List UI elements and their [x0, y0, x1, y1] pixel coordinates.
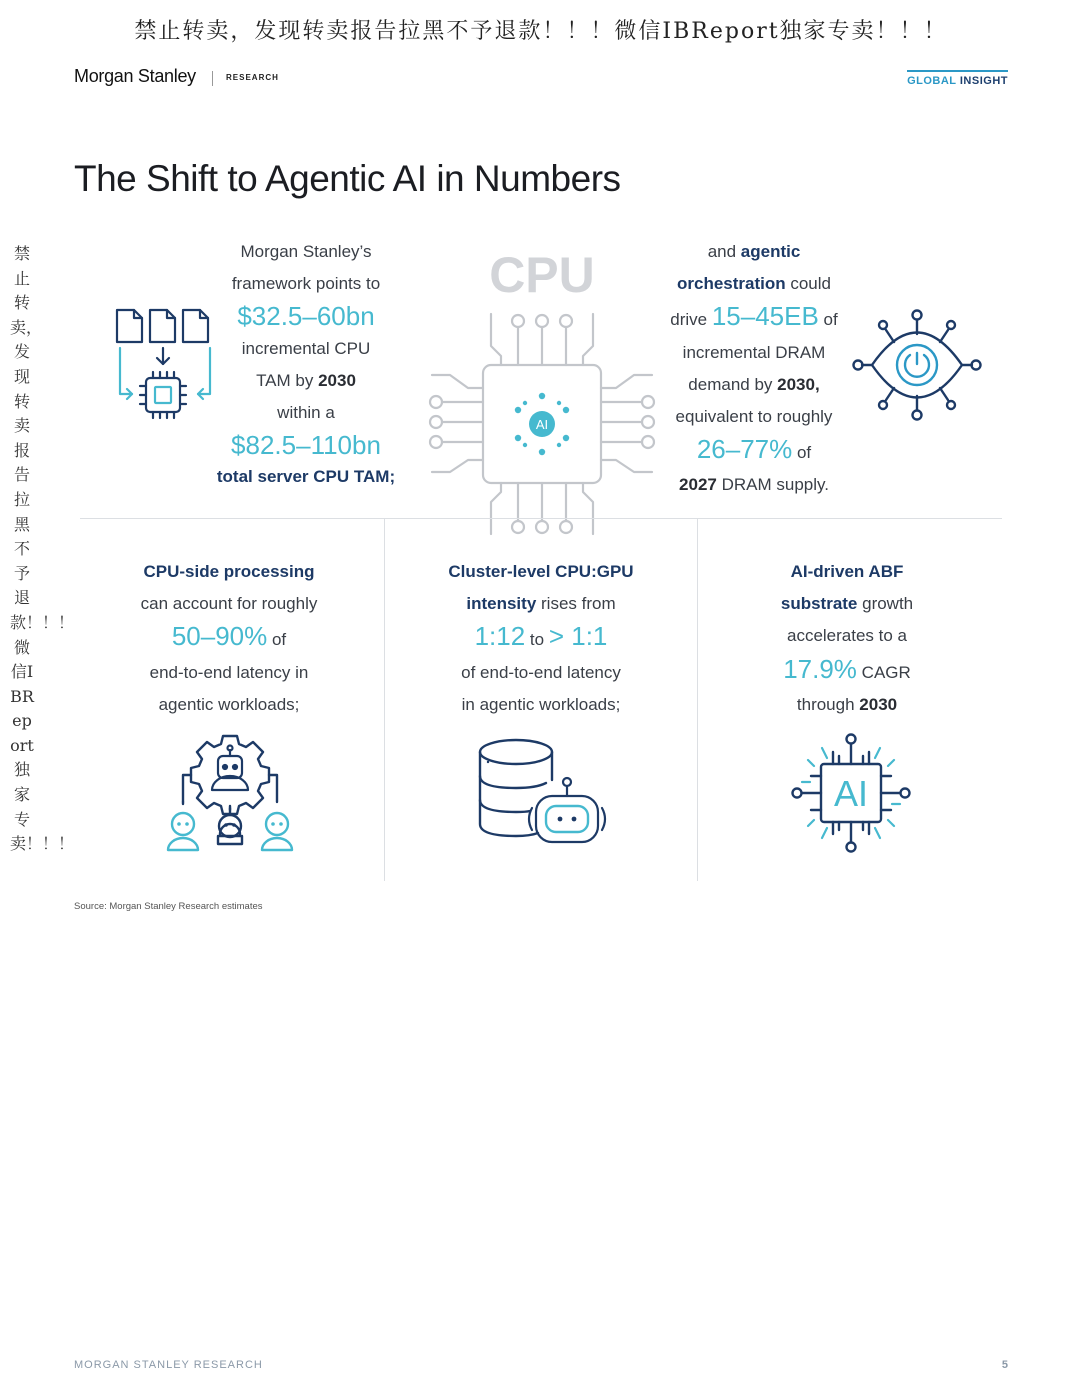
stat-line: incremental CPU [241, 338, 371, 358]
database-robot-icon [474, 736, 610, 848]
stat-line: Morgan Stanley’s [240, 242, 372, 261]
divider-horizontal [80, 518, 1002, 519]
stat-line: 50–90% of [171, 621, 287, 652]
watermark-top: 禁止转卖，发现转卖报告拉黑不予退款！！！微信IBReport独家专卖！！！ [134, 19, 948, 44]
stat-line: 26–77% of [696, 434, 812, 465]
stat-line: TAM by 2030 [256, 370, 356, 390]
logo-divider [212, 71, 213, 86]
source-note: Source: Morgan Stanley Research estimates [74, 901, 263, 912]
stat-line: incremental DRAM [682, 342, 826, 362]
stat-heading: Cluster-level CPU:GPU [448, 562, 634, 581]
series-label-bold: INSIGHT [959, 75, 1008, 87]
stat-cpu-gpu-ratio [386, 556, 696, 721]
stat-line: 2027 DRAM supply. [679, 475, 829, 495]
stat-line: agentic workloads; [158, 694, 300, 714]
cpu-label: CPU [489, 247, 595, 303]
stat-value-ratio-to: > 1:1 [548, 621, 608, 652]
stat-value-dram: 15–45EB [711, 301, 819, 332]
stat-line: intensity rises from [466, 594, 616, 614]
stat-value-ratio-from: 1:12 [474, 621, 526, 652]
stat-line: of end-to-end latency [461, 662, 621, 682]
stat-value-cagr: 17.9% [783, 653, 857, 684]
page-number: 5 [1001, 1359, 1008, 1371]
stat-line: demand by 2030, [688, 374, 820, 394]
stat-line: can account for roughly [140, 594, 318, 614]
cpu-chip-graphic [426, 244, 658, 536]
stat-line: framework points to [231, 274, 381, 294]
stat-line: substrate growth [780, 594, 914, 614]
stat-line: total server CPU TAM; [216, 467, 396, 487]
footer-label: MORGAN STANLEY RESEARCH [74, 1359, 263, 1371]
watermark-side: 禁止转卖，发现转卖报告拉黑不予退款！！！微信IBReport独家专卖！！！ [10, 244, 75, 854]
stat-line: within a [277, 403, 335, 423]
ai-chip-icon [786, 730, 916, 856]
stat-line: 17.9% CAGR [783, 653, 911, 684]
stat-value-cpu-tam: $32.5–60bn [237, 301, 375, 332]
logo: Morgan Stanley [74, 66, 196, 86]
stat-value-latency: 50–90% [171, 621, 268, 652]
stat-dram-demand [636, 236, 872, 502]
logo-subtitle: RESEARCH [226, 73, 279, 82]
stat-line: orchestration could [676, 274, 831, 294]
robot-network-icon [162, 732, 298, 854]
stat-heading: AI-driven ABF [790, 562, 904, 581]
stat-line: drive 15–45EB of [670, 301, 838, 332]
stat-value-dram-share: 26–77% [696, 434, 793, 465]
eye-sensor-icon [852, 306, 982, 424]
divider-vertical [384, 519, 385, 881]
stat-cpu-latency [74, 556, 384, 721]
stat-line: through 2030 [796, 694, 898, 714]
stat-line: in agentic workloads; [461, 694, 621, 714]
stat-line: and agentic [707, 242, 801, 261]
stat-abf-substrate [698, 556, 996, 721]
stat-value-server-tam: $82.5–110bn [231, 430, 381, 461]
stat-cpu-tam [190, 236, 422, 494]
series-label-light: GLOBAL [907, 75, 957, 87]
series-label [907, 70, 1008, 87]
ai-chip-icon-label: AI [833, 773, 869, 814]
stat-line: equivalent to roughly [675, 407, 833, 427]
stat-line: 1:12 to > 1:1 [474, 621, 608, 652]
stat-heading: CPU-side processing [143, 562, 315, 581]
stat-line: end-to-end latency in [149, 662, 309, 682]
page-title: The Shift to Agentic AI in Numbers [74, 158, 621, 199]
ai-chip-label: AI [535, 417, 549, 432]
stat-line: accelerates to a [786, 626, 907, 646]
